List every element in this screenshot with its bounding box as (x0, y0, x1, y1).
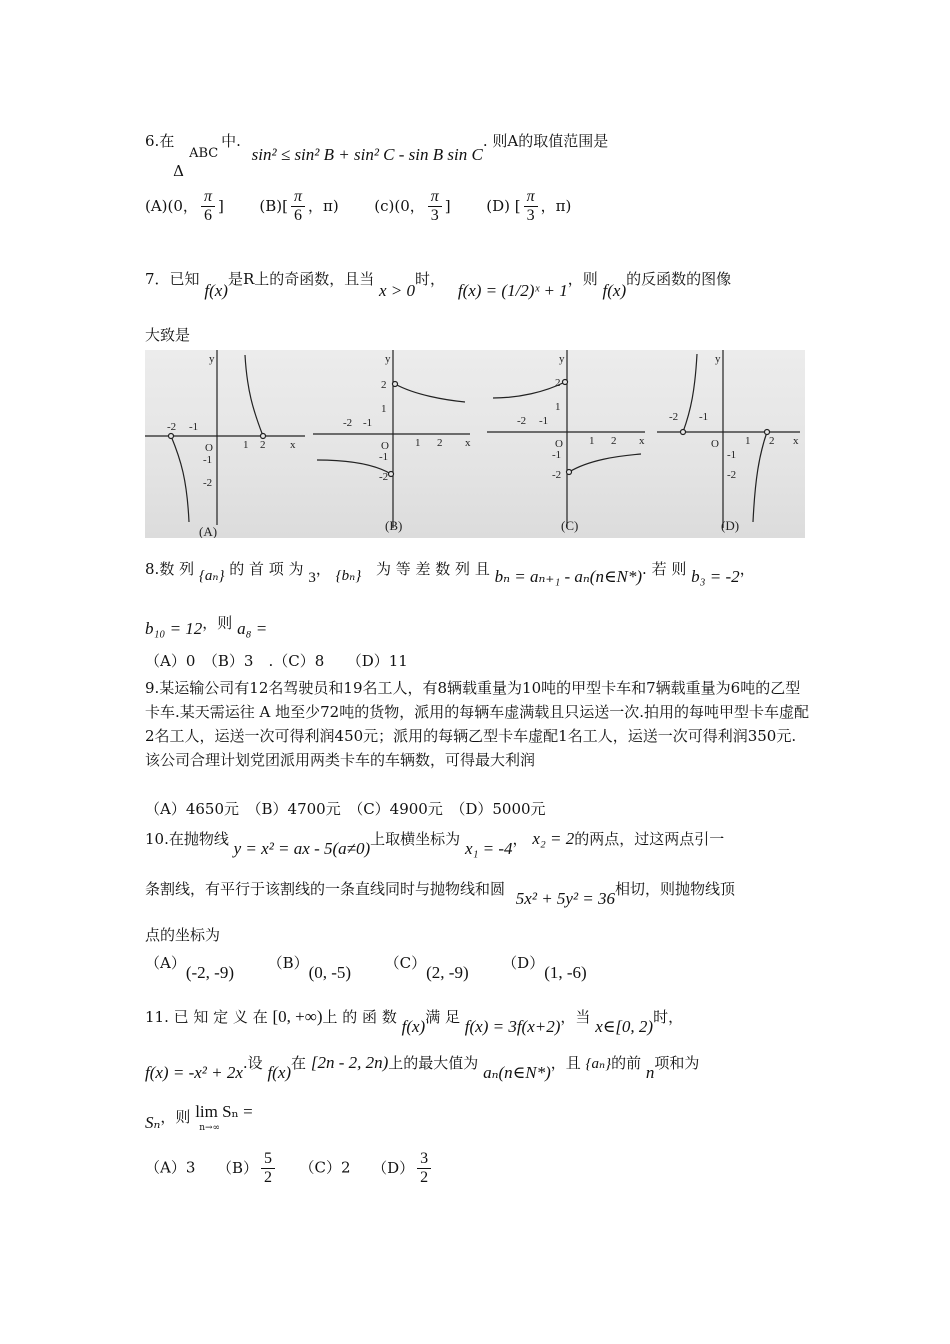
q11-text-d: ，当 (560, 1008, 591, 1026)
svg-text:-1: -1 (189, 421, 199, 433)
svg-text:O: O (555, 438, 563, 450)
q11-text-i: ，且 (550, 1054, 581, 1072)
q6-option-a[interactable]: (A)(0， $\frac{\pi}{6}$ ] (145, 188, 224, 224)
q10-x2: x₂ = 2 (532, 829, 575, 848)
q11-text-c: 满 足 (425, 1008, 460, 1026)
q11-text-a: 11. 已 知 定 义 在 (145, 1008, 268, 1026)
q11-text-e: 时， (653, 1008, 684, 1026)
q10-text-e: 相切，则抛物线顶 (615, 880, 736, 898)
svg-text:2: 2 (769, 435, 775, 447)
question-8-stem (145, 556, 755, 586)
graph-a-curve-left (171, 436, 189, 522)
svg-text:-1: -1 (379, 451, 389, 463)
q11-interval2: [2n - 2, 2n) (310, 1053, 389, 1072)
svg-text:-1: -1 (552, 449, 562, 461)
q10-line2-text: 条割线，有平行于该割线的一条直线同时与抛物线和圆 (145, 880, 506, 898)
q6-text-c: . 则A的取值范围是 (482, 132, 609, 150)
svg-text:1: 1 (589, 435, 595, 447)
graph-d-open-point-2 (765, 430, 770, 435)
graph-d-curve-left (683, 354, 697, 432)
svg-text:y: y (209, 353, 215, 365)
q11-lim: lim Sₙ = (195, 1102, 253, 1121)
q10-text-a: 10.在抛物线 (145, 830, 229, 848)
q10-x1: x₁ = -4 (464, 839, 513, 858)
q11-fx: f(x) (401, 1017, 426, 1036)
svg-text:2: 2 (555, 377, 561, 389)
graph-c-labels (517, 353, 645, 533)
q7-text-c: 时， (415, 270, 446, 288)
question-10-stem (145, 826, 725, 858)
q11-option-d[interactable]: （D） $\frac{3}{2}$ (372, 1159, 434, 1177)
q8-an: {aₙ} (198, 568, 225, 584)
graph-c[interactable] (487, 350, 645, 528)
svg-text:2: 2 (611, 435, 617, 447)
q10-options (145, 950, 587, 982)
svg-text:2: 2 (260, 439, 266, 451)
svg-text:-2: -2 (203, 477, 213, 489)
graph-b-labels (343, 353, 471, 533)
graph-a-labels (167, 353, 296, 538)
svg-text:-1: -1 (539, 415, 549, 427)
q7-graphs-svg (145, 350, 805, 538)
q11-fdef: f(x) = -x² + 2x (145, 1063, 243, 1082)
q8-b10: b₁₀ = 12 (145, 619, 203, 638)
q10-line2 (145, 876, 736, 908)
graph-d-open-point (681, 430, 686, 435)
svg-text:1: 1 (415, 437, 421, 449)
svg-text:y: y (385, 353, 391, 365)
q8-a8: a₈ = (237, 619, 268, 638)
q10-line3: 点的坐标为 (145, 926, 221, 944)
q10-text-b: 上取横坐标为 (370, 830, 461, 848)
q6-option-c[interactable]: (c)(0， $\frac{\pi}{3}$ ] (374, 188, 451, 224)
q11-text-j: 的前 (611, 1054, 642, 1072)
graph-d-labels (669, 353, 799, 533)
graph-b-curve-upper (395, 384, 465, 402)
q11-lim-sub: n→∞ (199, 1123, 221, 1133)
svg-text:-2: -2 (669, 411, 679, 423)
q11-option-b[interactable]: （B） $\frac{5}{2}$ (217, 1159, 278, 1177)
svg-text:x: x (793, 435, 799, 447)
q8-text-b: 的 首 项 为 (229, 560, 304, 578)
svg-text:x: x (290, 439, 296, 451)
q7-number: 7． (145, 270, 170, 288)
q11-option-c[interactable]: （C）2 (299, 1158, 351, 1177)
q11-an2: {aₙ} (585, 1056, 612, 1072)
q10-option-d[interactable]: （D）(1, -6) (502, 954, 587, 982)
question-11-stem (145, 1004, 684, 1036)
q7-text-e: 的反函数的图像 (626, 270, 732, 288)
q7-text-d: ，则 (567, 270, 598, 288)
q8-text-c: ， (315, 560, 331, 578)
q10-text-d: 的两点，过这两点引一 (574, 830, 725, 848)
q8-text-d: 为 等 差 数 列 且 (375, 560, 490, 578)
svg-text:O: O (205, 442, 213, 454)
q11-func-eq: f(x) = 3f(x+2) (464, 1017, 561, 1036)
svg-text:1: 1 (745, 435, 751, 447)
graph-d[interactable] (657, 350, 800, 528)
graph-c-curve-lower (569, 454, 641, 472)
q7-fx2: f(x) (602, 281, 627, 300)
question-9-stem: 9.某运输公司有12名驾驶员和19名工人，有8辆载重量为10吨的甲型卡车和7辆载重量为6吨的乙型卡车.某天需运往 A 地至少72吨的货物，派用的每辆车虚满载且只运送一次.拍用的每吨甲型卡车虚配2名工人，运送一次可得利润450元；派用的每辆乙型卡车虚配1名工人，运送一次可得利润350元.该公司合理计划党团派用两类卡车的车辆数，可得最大利润 (145, 679, 809, 769)
q11-text-g: 在 (291, 1054, 307, 1072)
svg-text:-2: -2 (517, 415, 527, 427)
q11-domain: [0, +∞) (272, 1007, 323, 1026)
q8-line2 (145, 610, 267, 636)
svg-text:-1: -1 (203, 454, 213, 466)
q11-text-f: .设 (242, 1054, 263, 1072)
q8-bn: {bₙ} (335, 568, 362, 584)
svg-text:(C): (C) (561, 518, 579, 533)
q11-options (145, 1150, 434, 1187)
graph-c-open-point-2 (567, 470, 572, 475)
q11-fx2: f(x) (267, 1063, 292, 1082)
question-6-stem (145, 128, 609, 180)
q6-text-b: 中. (221, 132, 241, 150)
q6-number: 6. (145, 132, 160, 150)
q11-an: aₙ(n∈N*) (483, 1063, 551, 1082)
q8-number: 8. (145, 560, 160, 578)
q11-text-l: ，则 (160, 1108, 191, 1126)
svg-text:-1: -1 (363, 417, 373, 429)
q8-text-e: . 若 则 (642, 560, 687, 578)
q6-abc: ABC (189, 146, 219, 161)
svg-text:1: 1 (243, 439, 249, 451)
q8-b3: b₃ = -2 (691, 567, 740, 586)
q7-fx: f(x) (204, 281, 228, 300)
svg-text:-2: -2 (727, 469, 737, 481)
svg-text:-2: -2 (343, 417, 353, 429)
svg-text:1: 1 (381, 403, 387, 415)
q7-graph-options (145, 350, 805, 538)
q8-text-f: ， (739, 560, 755, 578)
graph-a[interactable] (145, 350, 305, 525)
graph-a-open-point (261, 434, 266, 439)
q10-option-a[interactable]: （A）(-2, -9) (145, 954, 234, 982)
q11-n: n (645, 1063, 655, 1082)
svg-text:x: x (465, 437, 471, 449)
q7-line2: 大致是 (145, 326, 191, 344)
q11-text-k: 项和为 (654, 1054, 700, 1072)
q10-circle: 5x² + 5y² = 36 (515, 889, 616, 908)
q6-triangle: Δ (173, 162, 184, 180)
graph-a-open-point-2 (169, 434, 174, 439)
q6-text-a: 在 (159, 132, 175, 150)
svg-text:2: 2 (381, 379, 387, 391)
svg-text:O: O (381, 440, 389, 452)
q10-option-c[interactable]: （C）(2, -9) (384, 954, 469, 982)
svg-text:(D): (D) (721, 518, 740, 533)
q6-option-b[interactable]: (B)[ $\frac{\pi}{6}$ ，π) (259, 188, 339, 224)
q11-line3 (145, 1104, 253, 1136)
q7-formula: f(x) = (1/2)ˣ + 1 (457, 281, 568, 300)
q8-options[interactable]: （A）0 （B）3 .（C）8 （D）11 (145, 652, 408, 670)
q8-text-a: 数 列 (159, 560, 195, 578)
graph-b[interactable] (313, 350, 470, 528)
q11-text-h: 上的最大值为 (388, 1054, 479, 1072)
question-7-stem (145, 266, 732, 300)
svg-text:(A): (A) (199, 524, 218, 538)
q10-option-b[interactable]: （B）(0, -5) (267, 954, 352, 982)
q7-text-b: 是R上的奇函数，且当 (227, 270, 375, 288)
q11-option-a[interactable]: （A）3 (145, 1158, 196, 1177)
q8-first: 3 (308, 570, 316, 586)
svg-text:-1: -1 (699, 411, 709, 423)
q8-relation: bₙ = aₙ₊₁ - aₙ(n∈N*) (494, 567, 643, 586)
svg-text:(B): (B) (385, 518, 403, 533)
svg-text:2: 2 (437, 437, 443, 449)
q9-options[interactable]: （A）4650元 （B）4700元 （C）4900元 （D）5000元 (145, 800, 546, 818)
svg-text:O: O (711, 438, 719, 450)
q11-text-b: 上 的 函 数 (322, 1008, 397, 1026)
graph-a-curve-right (245, 355, 263, 436)
q11-sn: Sₙ (145, 1113, 161, 1132)
svg-text:1: 1 (555, 401, 561, 413)
q10-text-c: ， (512, 830, 528, 848)
q6-options (145, 188, 571, 225)
graph-b-open-point (393, 382, 398, 387)
q10-parabola: y = x² = ax - 5(a≠0) (233, 839, 371, 858)
q6-condition: sin² ≤ sin² B + sin² C - sin B sin C (251, 145, 483, 164)
svg-text:-2: -2 (379, 471, 389, 483)
graph-b-open-point-2 (389, 472, 394, 477)
svg-text:x: x (639, 435, 645, 447)
graph-d-curve-right (753, 432, 767, 522)
svg-text:-2: -2 (167, 421, 177, 433)
q7-text-a: 已知 (169, 270, 200, 288)
q8-text-g: ，则 (202, 614, 233, 632)
q7-condition: x > 0 (379, 281, 416, 300)
svg-text:y: y (715, 353, 721, 365)
q6-option-d[interactable]: (D) [ $\frac{\pi}{3}$ ，π) (486, 188, 572, 224)
svg-text:-2: -2 (552, 469, 562, 481)
q11-line2 (145, 1050, 700, 1082)
svg-text:-1: -1 (727, 449, 737, 461)
svg-text:y: y (559, 353, 565, 365)
q11-limit (195, 1104, 253, 1136)
q11-interval: x∈[0, 2) (595, 1017, 654, 1036)
graph-c-open-point (563, 380, 568, 385)
